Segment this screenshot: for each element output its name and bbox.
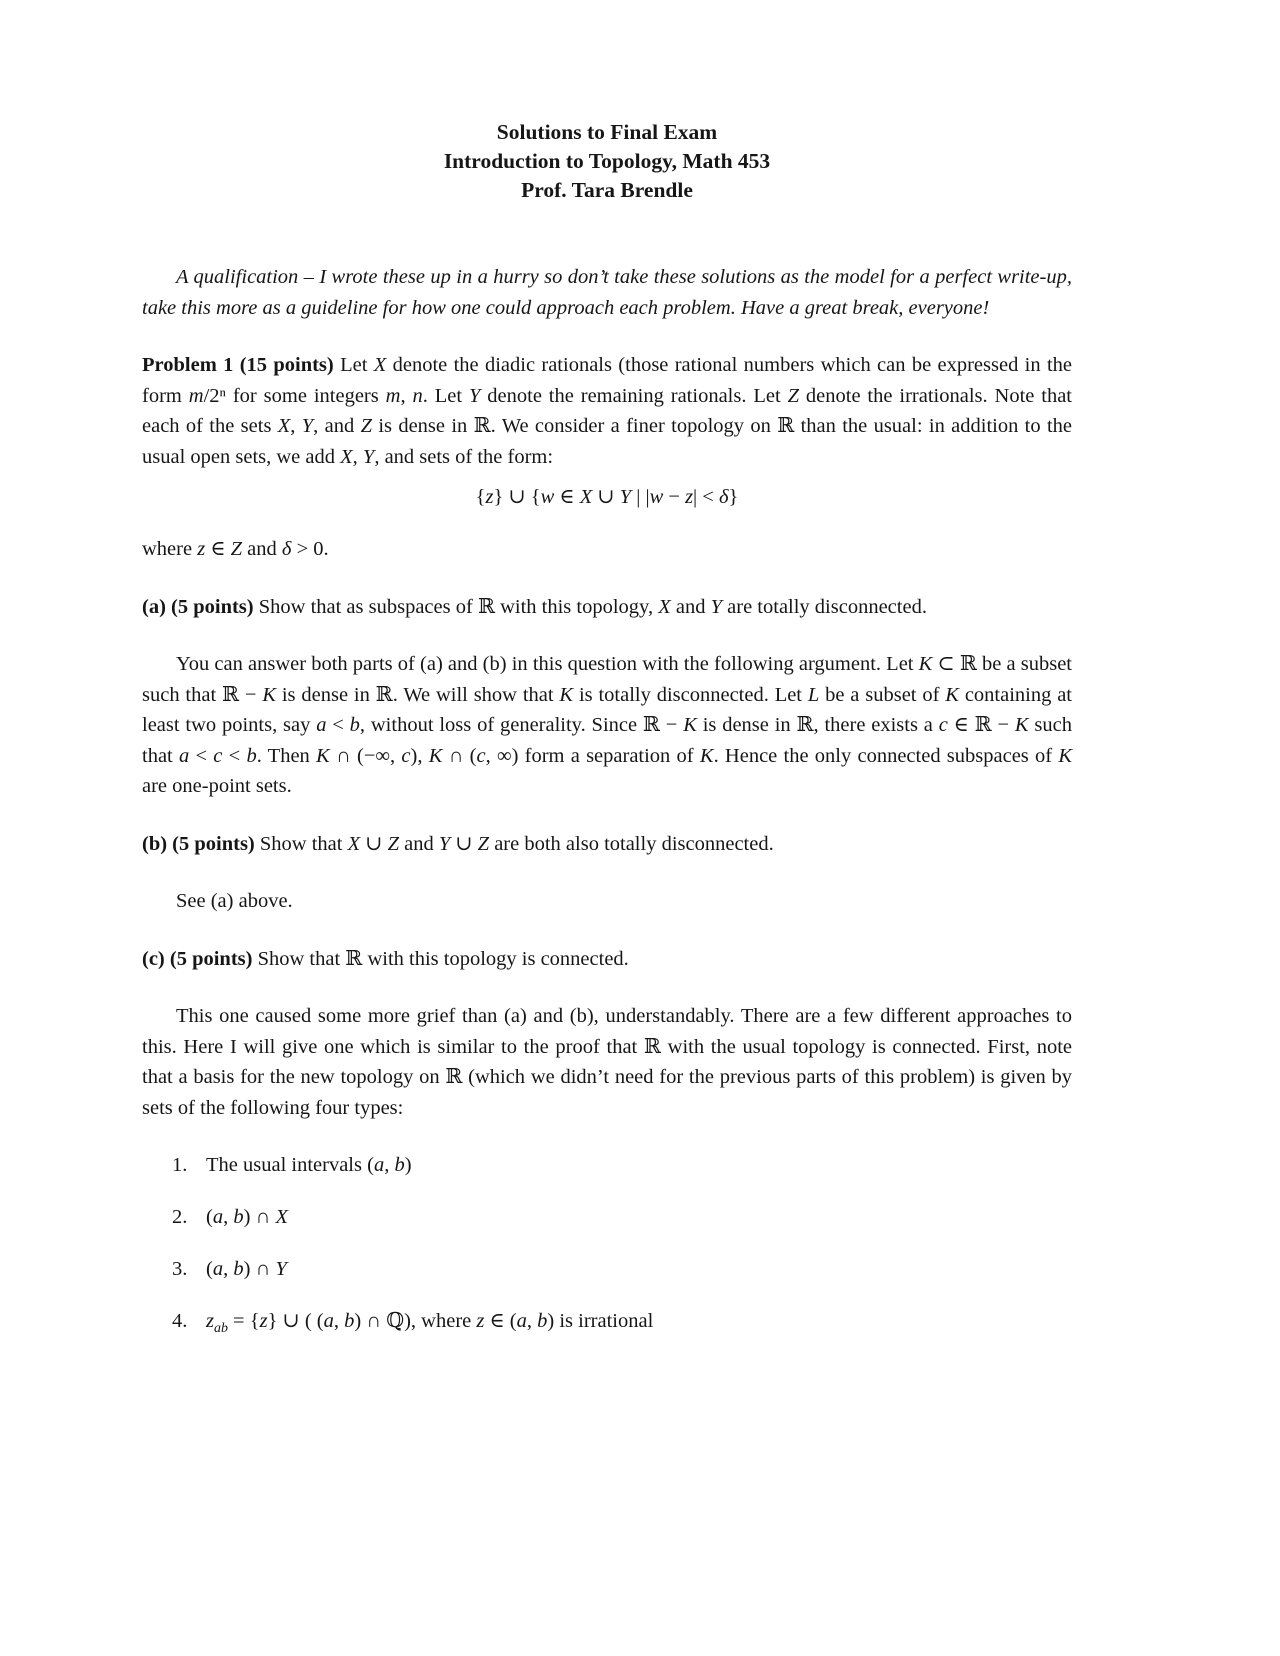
paragraph-part-c-discussion: This one caused some more grief than (a) and (b), understandably. There are a few different approaches to this. Here I will give one which is similar to the proof that ℝ with the usual topology is connected. First, note that a basis for the new topology on ℝ (which we didn’t need for the previous parts of this problem) is given by sets of the following four types:: [142, 1005, 1072, 1119]
paragraph-problem-1: [142, 350, 1072, 472]
list-item: [172, 1306, 1072, 1344]
paragraph-where-clause: where z ∈ Z and δ > 0.: [142, 538, 329, 560]
part-b-text: Show that X ∪ Z and Y ∪ Z are both also totally disconnected.: [259, 832, 774, 855]
list-item-text: (a, b) ∩ X: [206, 1206, 288, 1228]
problem-1-label: Problem 1 (15 points): [142, 354, 334, 376]
list-item-text: $z_{ab} = \{z\}$ ∪ ( (a, b) ∩ ℚ), where z ∈ (a, b) is irrational: [206, 1310, 654, 1337]
paragraph-part-c: [142, 944, 1072, 975]
list-item-text: (a, b) ∩ Y: [206, 1258, 287, 1280]
list-item-number: 3.: [172, 1258, 188, 1280]
paragraph-see-above: See (a) above.: [176, 890, 293, 912]
problem-1-text: Let X denote the diadic rationals (those rational numbers which can be expressed in the form m/2ⁿ for some integers m, n. Let Y denote the remaining rationals. Let Z denote the irrationals. Note that each of the sets X, Y, and Z is dense in ℝ. We consider a finer topology on ℝ than the usual: in addition to the usual open sets, we add X, Y, and sets of the form:: [142, 354, 1073, 468]
paragraph-argument: You can answer both parts of (a) and (b) in this question with the following argument. Let K ⊂ ℝ be a subset such that ℝ − K is dense in ℝ. We will show that K is totally disconnected. Let L be a subset of K containing at least two points, say a < b, without loss of generality. Since ℝ − K is dense in ℝ, there exists a c ∈ ℝ − K such that a < c < b. Then K ∩ (−∞, c), K ∩ (c, ∞) form a separation of K. Hence the only connected subspaces of K are one-point sets.: [142, 653, 1073, 797]
part-c-text: Show that ℝ with this topology is connected.: [257, 947, 629, 970]
part-a-text: Show that as subspaces of ℝ with this topology, X and Y are totally disconnected.: [258, 595, 927, 618]
list-item: [172, 1254, 1072, 1284]
title-line-1: Solutions to Final Exam: [496, 120, 718, 144]
part-b-label: (b) (5 points): [142, 832, 255, 855]
display-equation: {z} ∪ {w ∈ X ∪ Y | |w − z| < δ}: [475, 486, 739, 508]
paragraph-part-b: [142, 829, 1072, 860]
list-item-text: The usual intervals (a, b): [206, 1154, 412, 1176]
part-a-label: (a) (5 points): [142, 595, 254, 618]
title-line-3: Prof. Tara Brendle: [521, 178, 693, 202]
document-title: [142, 118, 1072, 205]
list-item: [172, 1202, 1072, 1232]
paragraph-part-a: [142, 592, 1072, 623]
list-item: [172, 1150, 1072, 1180]
basis-types-list: [172, 1150, 1072, 1344]
part-c-label: (c) (5 points): [142, 947, 253, 970]
list-item-number: 2.: [172, 1206, 188, 1228]
list-item-number: 4.: [172, 1310, 188, 1332]
title-line-2: Introduction to Topology, Math 453: [443, 149, 771, 173]
list-item-number: 1.: [172, 1154, 188, 1176]
paragraph-qualification: A qualification – I wrote these up in a hurry so don’t take these solutions as the model for a perfect write-up, take this more as a guideline for how one could approach each problem. Have a great break, everyone!: [142, 266, 1072, 319]
